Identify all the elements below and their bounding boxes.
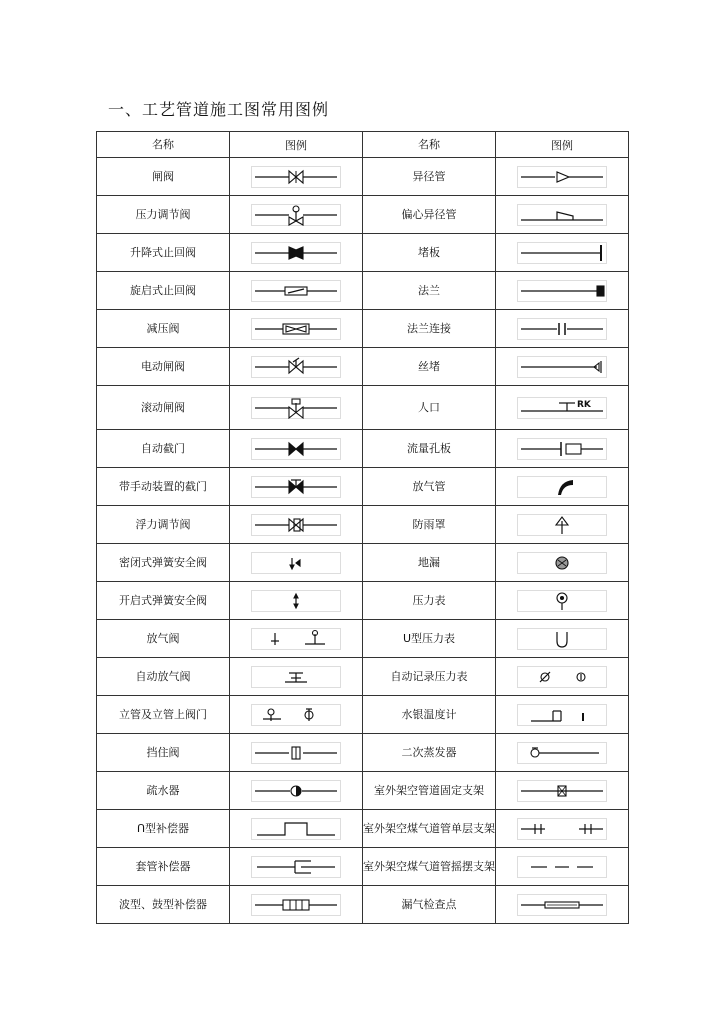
u-tube-gauge-icon bbox=[517, 628, 607, 650]
row-name-right: 人口 bbox=[363, 386, 496, 430]
table-row bbox=[97, 734, 629, 772]
table-row bbox=[97, 848, 629, 886]
row-name-right: 异径管 bbox=[363, 158, 496, 196]
table-row bbox=[97, 886, 629, 924]
mercury-thermometer-icon bbox=[517, 704, 607, 726]
row-symbol-right bbox=[496, 810, 629, 848]
row-symbol-right bbox=[496, 272, 629, 310]
stop-valve-icon bbox=[251, 742, 341, 764]
row-name-right: 压力表 bbox=[363, 582, 496, 620]
row-name-left: 疏水器 bbox=[97, 772, 230, 810]
row-symbol-right bbox=[496, 196, 629, 234]
row-name-left: 减压阀 bbox=[97, 310, 230, 348]
header-name-right: 名称 bbox=[363, 132, 496, 158]
row-name-left: Ո型补偿器 bbox=[97, 810, 230, 848]
row-name-left: 开启式弹簧安全阀 bbox=[97, 582, 230, 620]
row-symbol-left bbox=[230, 196, 363, 234]
row-symbol-right bbox=[496, 468, 629, 506]
blind-plate-icon bbox=[517, 242, 607, 264]
row-name-left: 立管及立管上阀门 bbox=[97, 696, 230, 734]
header-name-left: 名称 bbox=[97, 132, 230, 158]
table-row bbox=[97, 348, 629, 386]
flange-icon bbox=[517, 280, 607, 302]
swing-support-icon bbox=[517, 856, 607, 878]
table-row bbox=[97, 196, 629, 234]
gate-valve-icon bbox=[251, 166, 341, 188]
row-symbol-left bbox=[230, 430, 363, 468]
table-row bbox=[97, 158, 629, 196]
bellows-compensator-icon bbox=[251, 894, 341, 916]
row-symbol-right bbox=[496, 696, 629, 734]
orifice-plate-icon bbox=[517, 438, 607, 460]
flange-connection-icon bbox=[517, 318, 607, 340]
row-symbol-right bbox=[496, 234, 629, 272]
swing-check-valve-icon bbox=[251, 280, 341, 302]
float-regulating-valve-icon bbox=[251, 514, 341, 536]
electric-gate-valve-icon bbox=[251, 356, 341, 378]
inlet-icon bbox=[517, 397, 607, 419]
row-name-left: 挡住阀 bbox=[97, 734, 230, 772]
open-spring-safety-valve-icon bbox=[251, 590, 341, 612]
table-row bbox=[97, 386, 629, 430]
row-symbol-left bbox=[230, 544, 363, 582]
row-name-right: 法兰连接 bbox=[363, 310, 496, 348]
row-symbol-left bbox=[230, 272, 363, 310]
sleeve-compensator-icon bbox=[251, 856, 341, 878]
table-row bbox=[97, 310, 629, 348]
row-name-right: 偏心异径管 bbox=[363, 196, 496, 234]
table-row bbox=[97, 810, 629, 848]
table-row bbox=[97, 620, 629, 658]
reducer-icon bbox=[517, 166, 607, 188]
table-row bbox=[97, 430, 629, 468]
row-symbol-left bbox=[230, 696, 363, 734]
row-symbol-left bbox=[230, 348, 363, 386]
table-row bbox=[97, 696, 629, 734]
row-symbol-right bbox=[496, 772, 629, 810]
legend-table bbox=[96, 131, 629, 924]
row-symbol-left bbox=[230, 158, 363, 196]
table-row bbox=[97, 272, 629, 310]
row-symbol-right bbox=[496, 544, 629, 582]
row-name-left: 浮力调节阀 bbox=[97, 506, 230, 544]
table-row bbox=[97, 582, 629, 620]
row-name-right: 地漏 bbox=[363, 544, 496, 582]
row-symbol-left bbox=[230, 772, 363, 810]
row-name-left: 压力调节阀 bbox=[97, 196, 230, 234]
lift-check-valve-icon bbox=[251, 242, 341, 264]
row-name-right: 二次蒸发器 bbox=[363, 734, 496, 772]
row-symbol-left bbox=[230, 310, 363, 348]
row-symbol-left bbox=[230, 468, 363, 506]
table-row bbox=[97, 544, 629, 582]
header-symbol-left: 图例 bbox=[230, 132, 363, 158]
fixed-support-icon bbox=[517, 780, 607, 802]
pressure-regulating-valve-icon bbox=[251, 204, 341, 226]
row-symbol-right bbox=[496, 886, 629, 924]
rain-cap-icon bbox=[517, 514, 607, 536]
rolling-gate-valve-icon bbox=[251, 397, 341, 419]
floor-drain-icon bbox=[517, 552, 607, 574]
row-symbol-right bbox=[496, 430, 629, 468]
row-symbol-right bbox=[496, 620, 629, 658]
row-symbol-right bbox=[496, 658, 629, 696]
row-symbol-right bbox=[496, 734, 629, 772]
row-symbol-left bbox=[230, 734, 363, 772]
row-name-left: 升降式止回阀 bbox=[97, 234, 230, 272]
row-symbol-left bbox=[230, 506, 363, 544]
row-symbol-right bbox=[496, 158, 629, 196]
row-name-right: 室外架空煤气道管单层支架 bbox=[363, 810, 496, 848]
manual-stop-valve-icon bbox=[251, 476, 341, 498]
table-row bbox=[97, 468, 629, 506]
row-symbol-right bbox=[496, 848, 629, 886]
row-name-left: 套管补偿器 bbox=[97, 848, 230, 886]
row-name-right: 水银温度计 bbox=[363, 696, 496, 734]
row-name-right: 丝堵 bbox=[363, 348, 496, 386]
legend-body bbox=[97, 158, 629, 924]
row-name-left: 旋启式止回阀 bbox=[97, 272, 230, 310]
row-name-left: 波型、鼓型补偿器 bbox=[97, 886, 230, 924]
row-symbol-right bbox=[496, 506, 629, 544]
row-name-left: 自动放气阀 bbox=[97, 658, 230, 696]
table-row bbox=[97, 506, 629, 544]
row-name-left: 自动截门 bbox=[97, 430, 230, 468]
row-name-left: 闸阀 bbox=[97, 158, 230, 196]
row-name-right: 漏气检查点 bbox=[363, 886, 496, 924]
row-name-left: 密闭式弹簧安全阀 bbox=[97, 544, 230, 582]
pressure-gauge-icon bbox=[517, 590, 607, 612]
air-release-valve-icon bbox=[251, 628, 341, 650]
leak-check-point-icon bbox=[517, 894, 607, 916]
row-name-left: 放气阀 bbox=[97, 620, 230, 658]
single-layer-support-icon bbox=[517, 818, 607, 840]
eccentric-reducer-icon bbox=[517, 204, 607, 226]
riser-valve-icon bbox=[251, 704, 341, 726]
row-symbol-left bbox=[230, 848, 363, 886]
row-symbol-left bbox=[230, 810, 363, 848]
row-name-right: 室外架空管道固定支架 bbox=[363, 772, 496, 810]
row-symbol-right bbox=[496, 310, 629, 348]
row-name-right: 自动记录压力表 bbox=[363, 658, 496, 696]
row-symbol-left bbox=[230, 658, 363, 696]
row-name-right: 堵板 bbox=[363, 234, 496, 272]
table-row bbox=[97, 658, 629, 696]
row-name-right: 防雨罩 bbox=[363, 506, 496, 544]
row-symbol-left bbox=[230, 386, 363, 430]
row-symbol-left bbox=[230, 620, 363, 658]
row-symbol-left bbox=[230, 582, 363, 620]
pressure-reducing-valve-icon bbox=[251, 318, 341, 340]
closed-spring-safety-valve-icon bbox=[251, 552, 341, 574]
row-symbol-left bbox=[230, 886, 363, 924]
automatic-stop-valve-icon bbox=[251, 438, 341, 460]
table-row bbox=[97, 772, 629, 810]
row-name-left: 电动闸阀 bbox=[97, 348, 230, 386]
header-symbol-right: 图例 bbox=[496, 132, 629, 158]
row-symbol-left bbox=[230, 234, 363, 272]
row-symbol-right bbox=[496, 348, 629, 386]
recording-pressure-gauge-icon bbox=[517, 666, 607, 688]
table-header-row bbox=[97, 132, 629, 158]
automatic-air-valve-icon bbox=[251, 666, 341, 688]
page-title: 一、工艺管道施工图常用图例 bbox=[108, 100, 330, 119]
secondary-evaporator-icon bbox=[517, 742, 607, 764]
inlet-label: RK bbox=[577, 399, 591, 410]
row-name-right: 放气管 bbox=[363, 468, 496, 506]
row-name-right: 室外架空煤气道管摇摆支架 bbox=[363, 848, 496, 886]
row-name-right: 流量孔板 bbox=[363, 430, 496, 468]
row-name-left: 带手动装置的截门 bbox=[97, 468, 230, 506]
row-name-left: 滚动闸阀 bbox=[97, 386, 230, 430]
table-row bbox=[97, 234, 629, 272]
omega-compensator-icon bbox=[251, 818, 341, 840]
row-symbol-right bbox=[496, 386, 629, 430]
row-symbol-right bbox=[496, 582, 629, 620]
plug-icon bbox=[517, 356, 607, 378]
steam-trap-icon bbox=[251, 780, 341, 802]
row-name-right: 法兰 bbox=[363, 272, 496, 310]
vent-pipe-icon bbox=[517, 476, 607, 498]
row-name-right: U型压力表 bbox=[363, 620, 496, 658]
